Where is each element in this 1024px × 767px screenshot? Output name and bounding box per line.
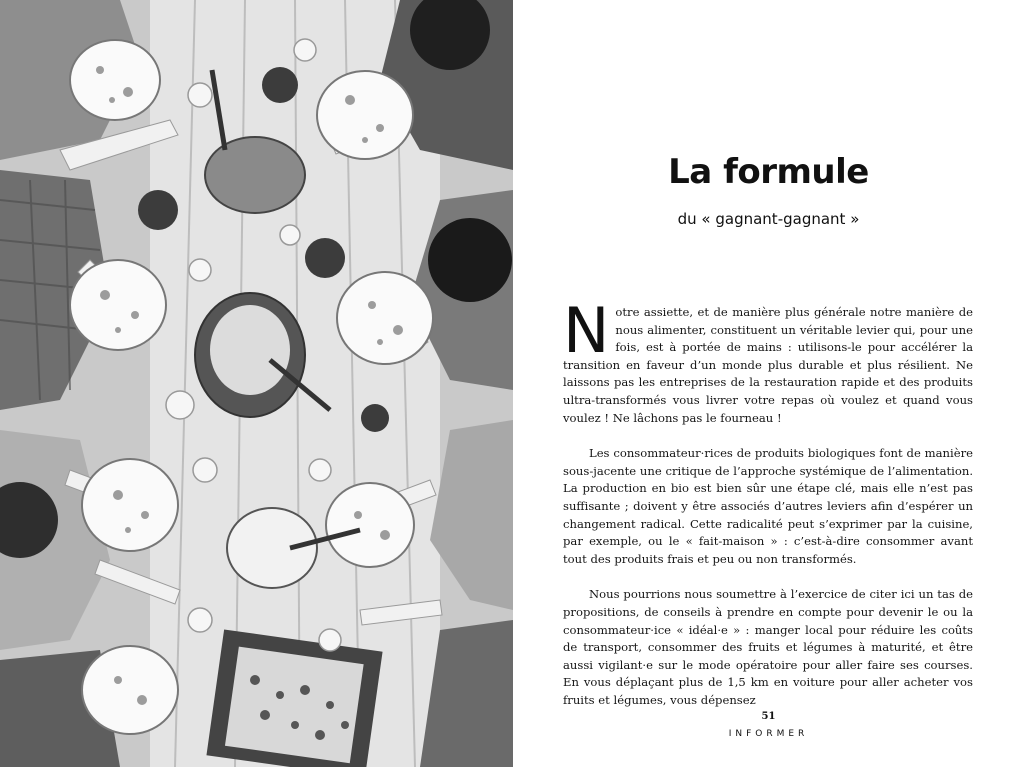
chapter-subtitle: du « gagnant-gagnant » [677, 210, 860, 228]
paragraph-1-text: otre assiette, et de manière plus générale notre manière de nous alimenter, constituent un véritable levier qui, pour une fois, est à portée de mains : utilisons-le pour accélérer la transition en faveur d’un monde plus durable et plus résilient. Ne laissons pas les entreprises de la restauration rapide et des produits ultra-transformés vous livrer votre repas où voulez et quand vous voulez ! Ne lâchons pas le fourneau ! [563, 305, 973, 425]
body-text [563, 294, 973, 727]
section-label: INFORMER [728, 729, 809, 739]
paragraph-3: Nous pourrions nous soumettre à l’exercice de citer ici un tas de propositions, de conseils à prendre en compte pour devenir le ou la consommateur·ice « idéal·e » : manger local pour réduire les coûts de transport, consommer des fruits et légumes à maturité, et être aussi vigilant·e sur le mode opératoire pour aller faire ses courses. En vous déplaçant plus de 1,5 km en voiture pour aller acheter vos fruits et légumes, vous dépensez [563, 587, 973, 707]
drop-cap: N [563, 294, 610, 367]
chapter-title: La formule [668, 152, 869, 192]
paragraph-2: Les consommateur·rices de produits biologiques font de manière sous-jacente une critique de l’approche systémique de l’alimentation. La production en bio est bien sûr une étape clé, mais elle n’est pas suffisante ; doivent y être associés d’autres leviers afin d’espérer un changement radical. Cette radicalité peut s’exprimer par la cuisine, par exemple, ou le « fait-maison » : c’est-à-dire consommer avant tout des produits frais et peu ou non transformés. [563, 446, 973, 566]
page-number: 51 [761, 711, 776, 722]
paragraph-1 [563, 294, 973, 427]
text-page [513, 0, 1024, 767]
